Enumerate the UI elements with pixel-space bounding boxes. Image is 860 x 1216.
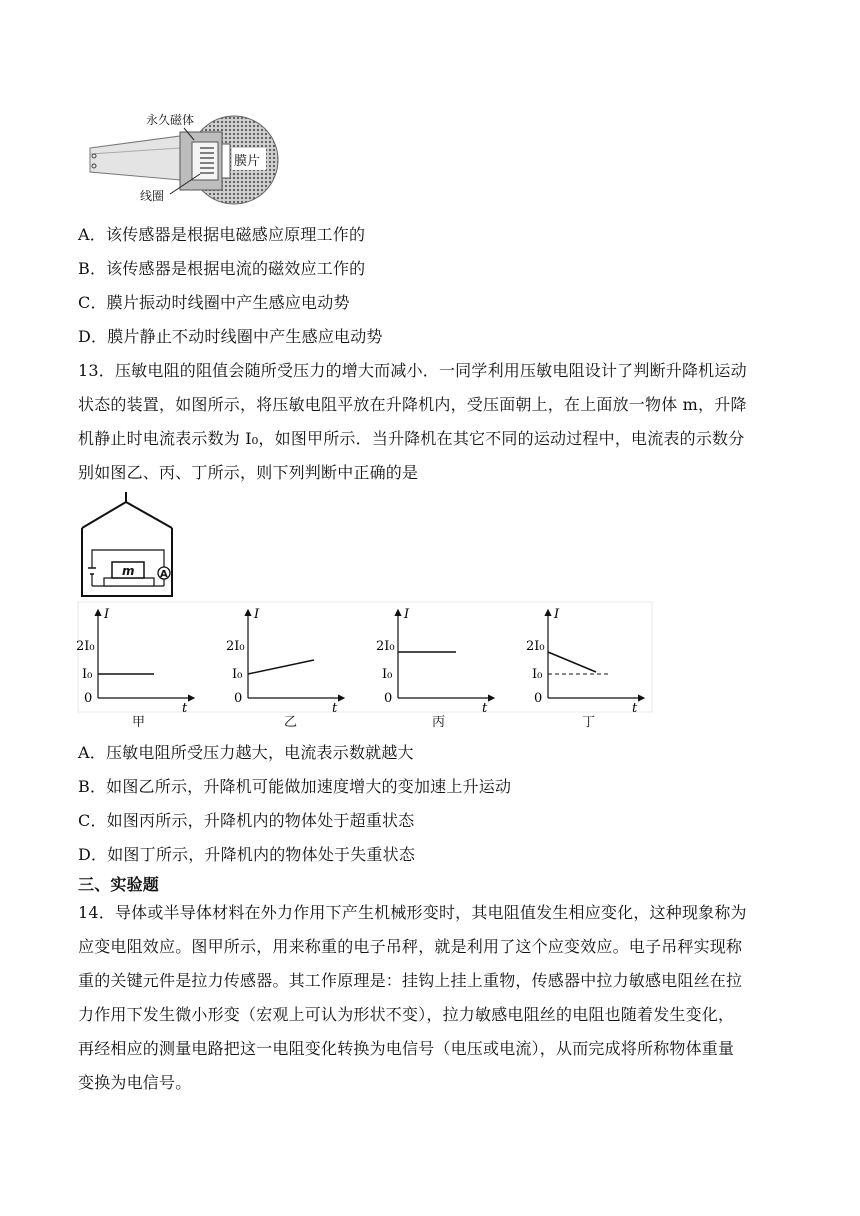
svg-text:0: 0 — [84, 691, 93, 706]
graph-ding-caption: 丁 — [582, 715, 596, 730]
q13-option-c: C．如图丙所示，升降机内的物体处于超重状态 — [78, 811, 415, 830]
svg-text:t: t — [332, 701, 338, 716]
q14-line-2: 应变电阻效应。图甲所示，用来称重的电子吊秤，就是利用了这个应变效应。电子吊秤实现称 — [78, 937, 743, 956]
svg-text:I₀: I₀ — [532, 667, 543, 682]
q13-option-a: A．压敏电阻所受压力越大，电流表示数就越大 — [78, 743, 414, 762]
svg-text:2I₀: 2I₀ — [376, 639, 395, 654]
q12-option-c: C．膜片振动时线圈中产生感应电动势 — [78, 293, 350, 312]
q13-stem-line-1: 13．压敏电阻的阻值会随所受压力的增大而减小．一同学利用压敏电阻设计了判断升降机运动 — [78, 361, 747, 380]
svg-text:2I₀: 2I₀ — [226, 639, 245, 654]
svg-text:0: 0 — [384, 691, 393, 706]
q14-line-5: 再经相应的测量电路把这一电阻变化转换为电信号（电压或电流），从而完成将所称物体重量 — [78, 1039, 735, 1058]
mass-label: m — [122, 564, 135, 578]
svg-text:I₀: I₀ — [82, 667, 93, 682]
q13-stem-line-4: 别如图乙、丙、丁所示，则下列判断中正确的是 — [78, 463, 419, 482]
current-time-graphs — [78, 602, 652, 732]
svg-text:I: I — [254, 607, 260, 622]
section-title: 三、实验题 — [78, 875, 160, 894]
svg-text:t: t — [482, 701, 488, 716]
microphone-figure — [84, 108, 284, 204]
svg-text:I₀: I₀ — [382, 667, 393, 682]
graph-yi-caption: 乙 — [284, 715, 298, 730]
q13-stem-line-2: 状态的装置，如图所示，将压敏电阻平放在升降机内，受压面朝上，在上面放一物体 m，升降 — [78, 395, 747, 414]
graph-bing-caption: 丙 — [432, 715, 446, 730]
q14-line-3: 重的关键元件是拉力传感器。其工作原理是：挂钩上挂上重物，传感器中拉力敏感电阻丝在拉 — [78, 971, 743, 990]
svg-text:t: t — [632, 701, 638, 716]
svg-text:t: t — [182, 701, 188, 716]
ammeter-label: A — [160, 569, 168, 580]
svg-text:0: 0 — [534, 691, 543, 706]
q13-number: 13． — [78, 361, 115, 380]
svg-text:I: I — [404, 607, 410, 622]
coil-label: 线圈 — [140, 189, 165, 203]
svg-text:2I₀: 2I₀ — [526, 639, 545, 654]
q13-option-d: D．如图丁所示，升降机内的物体处于失重状态 — [78, 845, 416, 864]
svg-text:I: I — [554, 607, 560, 622]
q12-option-a: A．该传感器是根据电磁感应原理工作的 — [78, 225, 366, 244]
graph-jia-caption: 甲 — [132, 715, 146, 730]
q14-line-1: 14．导体或半导体材料在外力作用下产生机械形变时，其电阻值发生相应变化，这种现象称为 — [78, 903, 747, 922]
svg-text:0: 0 — [234, 691, 243, 706]
svg-text:2I₀: 2I₀ — [76, 639, 95, 654]
magnet-label: 永久磁体 — [146, 113, 195, 127]
q13-stem-line-3: 机静止时电流表示数为 I₀，如图甲所示．当升降机在其它不同的运动过程中，电流表的示数分 — [78, 429, 745, 448]
q14-line-6: 变换为电信号。 — [78, 1073, 192, 1092]
q13-option-b: B．如图乙所示，升降机可能做加速度增大的变加速上升运动 — [78, 777, 512, 796]
q12-option-d: D．膜片静止不动时线圈中产生感应电动势 — [78, 327, 383, 346]
svg-text:I: I — [104, 607, 110, 622]
diaphragm-label: 膜片 — [234, 154, 261, 169]
q12-option-b: B．该传感器是根据电流的磁效应工作的 — [78, 259, 366, 278]
elevator-apparatus-figure — [78, 492, 188, 600]
svg-text:I₀: I₀ — [232, 667, 243, 682]
q14-line-4: 力作用下发生微小形变（宏观上可认为形状不变），拉力敏感电阻丝的电阻也随着发生变化， — [78, 1005, 735, 1024]
